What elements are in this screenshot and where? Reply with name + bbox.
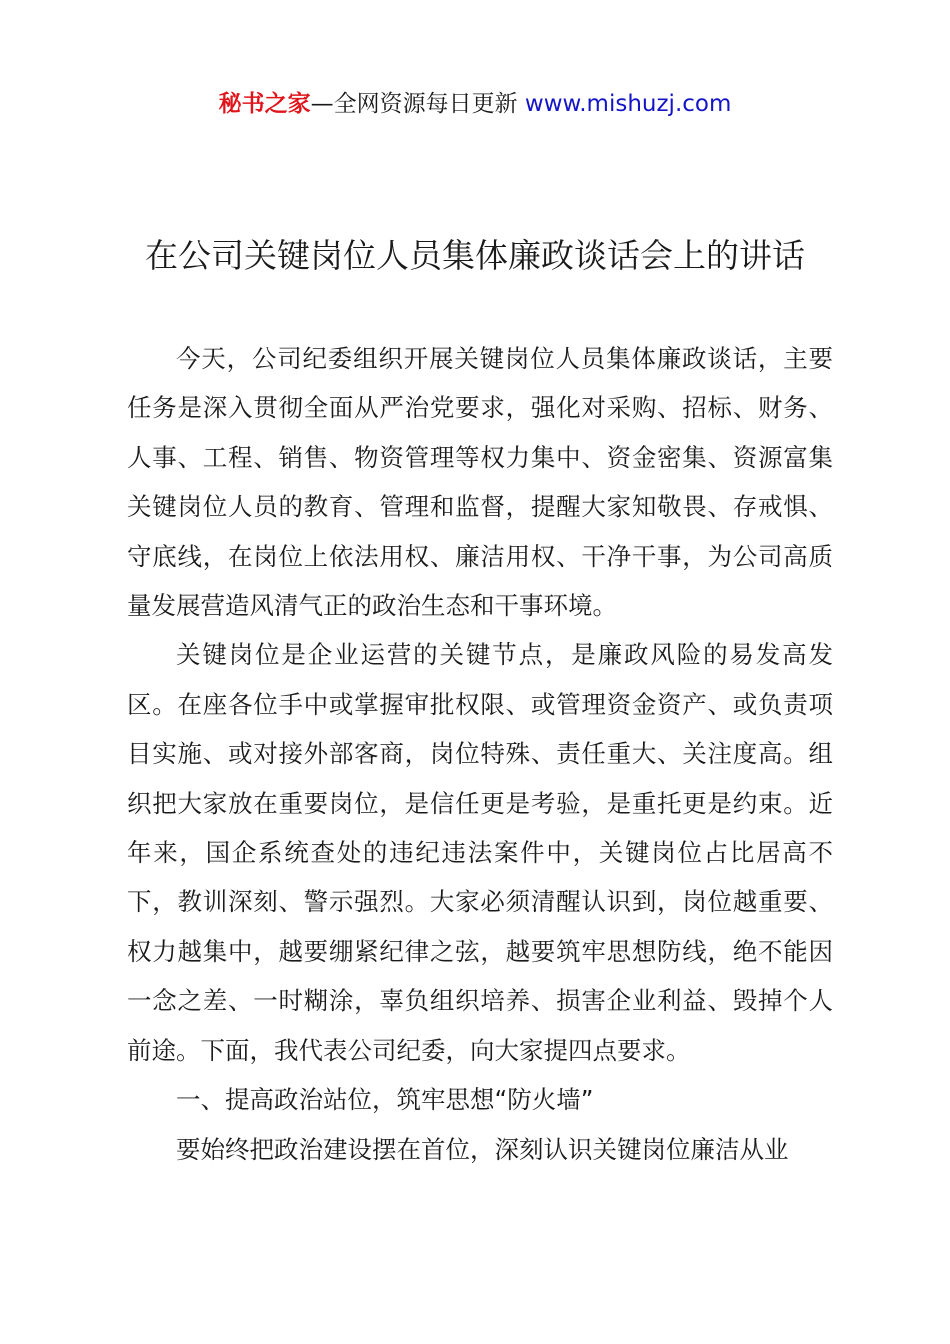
header-tagline: —全网资源每日更新 bbox=[310, 91, 518, 117]
document-title: 在公司关键岗位人员集体廉政谈话会上的讲话 bbox=[145, 236, 805, 275]
site-header bbox=[0, 88, 950, 120]
document-body bbox=[127, 334, 833, 1174]
brand-name: 秘书之家 bbox=[218, 91, 311, 117]
body-paragraph: 今天，公司纪委组织开展关键岗位人员集体廉政谈话，主要任务是深入贯彻全面从严治党要求，强化对采购、招标、财务、人事、工程、销售、物资管理等权力集中、资金密集、资源富集关键岗位人员的教育、管理和监督，提醒大家知敬畏、存戒惧、守底线，在岗位上依法用权、廉洁用权、干净干事，为公司高质量发展营造风清气正的政治生态和干事环境。 bbox=[127, 344, 833, 621]
body-paragraph: 要始终把政治建设摆在首位，深刻认识关键岗位廉洁从业 bbox=[176, 1134, 789, 1164]
body-paragraph: 关键岗位是企业运营的关键节点，是廉政风险的易发高发区。在座各位手中或掌握审批权限、或管理资金资产、或负责项目实施、或对接外部客商，岗位特殊、责任重大、关注度高。组织把大家放在重要岗位，是信任更是考验，是重托更是约束。近年来，国企系统查处的违纪违法案件中，关键岗位占比居高不下，教训深刻、警示强烈。大家必须清醒认识到，岗位越重要、权力越集中，越要绷紧纪律之弦，越要筑牢思想防线，绝不能因一念之差、一时糊涂，辜负组织培养、损害企业利益、毁掉个人前途。下面，我代表公司纪委，向大家提四点要求。 bbox=[127, 640, 833, 1065]
section-heading: 一、提高政治站位，筑牢思想“防火墙” bbox=[176, 1085, 594, 1115]
site-url-link[interactable]: www.mishuzj.com bbox=[524, 91, 732, 117]
